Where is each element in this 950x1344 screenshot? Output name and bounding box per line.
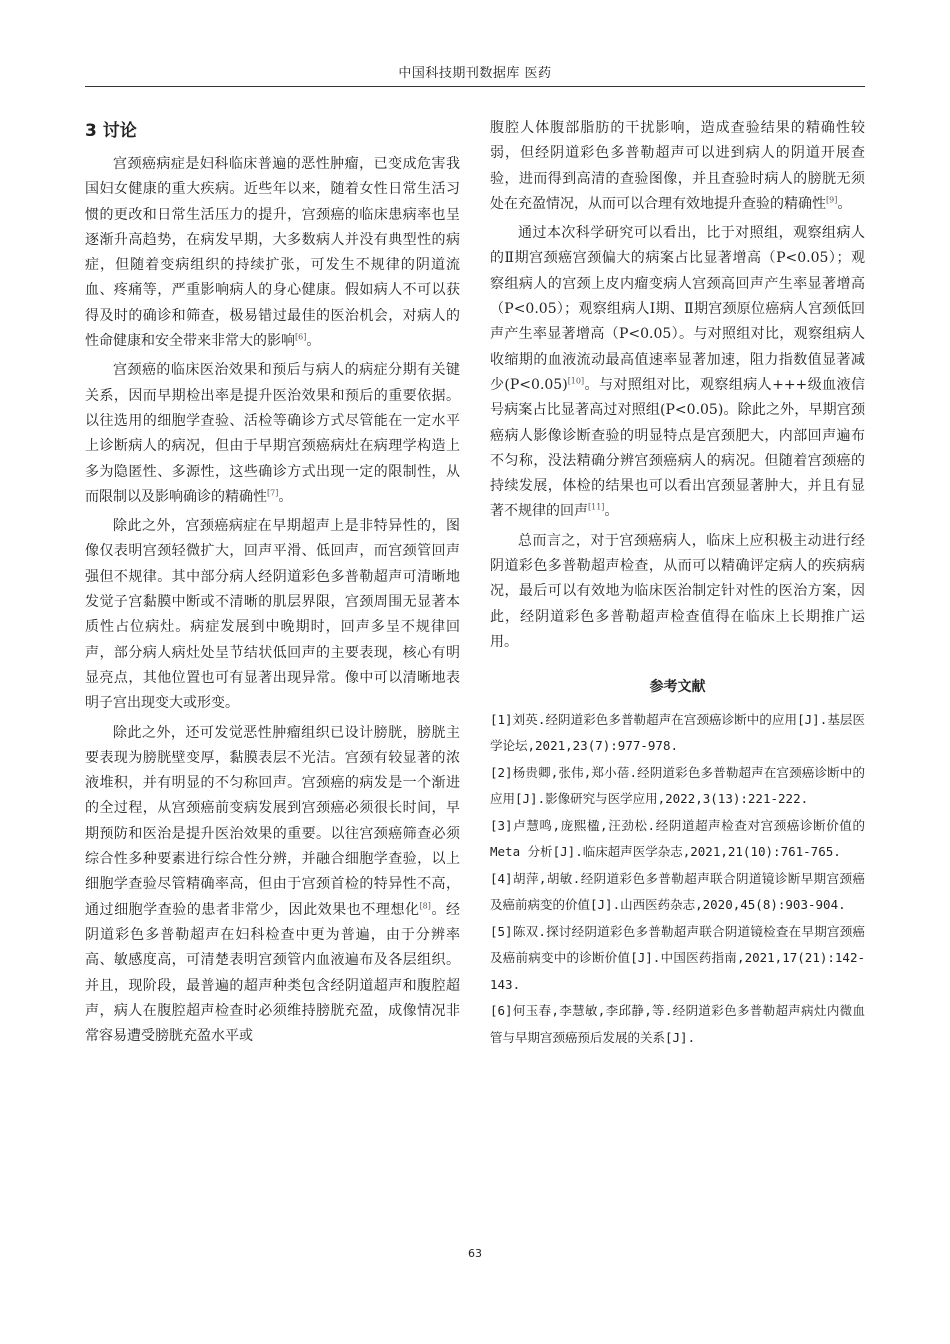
citation: [11] — [588, 502, 605, 512]
reference-item: [6]何玉春,李慧敏,李邱静,等.经阴道彩色多普勒超声病灶内微血管与早期宫颈癌预后发展的关系[J]. — [490, 1003, 865, 1045]
header-rule — [85, 86, 865, 87]
paragraph-continued: 腹腔人体腹部脂肪的干扰影响，造成查验结果的精确性较弱，但经阴道彩色多普勒超声可以进到病人的阴道开展查验，进而得到高清的查验图像，并且查验时病人的膀胱无须处在充盈情况，从而可以合理有效地提升查验的精确性[9]。 — [490, 120, 865, 212]
reference-item: [5]陈双.探讨经阴道彩色多普勒超声联合阴道镜检查在早期宫颈癌及癌前病变中的诊断价值[J].中国医药指南,2021,17(21):142-143. — [490, 923, 865, 992]
left-column — [85, 116, 460, 1053]
paragraph: 宫颈癌病症是妇科临床普遍的恶性肿瘤，已变成危害我国妇女健康的重大疾病。近些年以来，随着女性日常生活习惯的更改和日常生活压力的提升，宫颈癌的临床患病率也呈逐渐升高趋势，在病发早期，大多数病人并没有典型性的病症，但随着变病组织的持续扩张，可发生不规律的阴道流血、疼痛等，严重影响病人的身心健康。假如病人不可以获得及时的确诊和筛查，极易错过最佳的医治机会，对病人的性命健康和安全带来非常大的影响[6]。 — [85, 156, 460, 350]
paragraph: 除此之外，还可发觉恶性肿瘤组织已设计膀胱，膀胱主要表现为膀胱壁变厚，黏膜表层不光洁。宫颈有较显著的浓液堆积，并有明显的不匀称回声。宫颈癌的病发是一个渐进的全过程，从宫颈癌前变病发展到宫颈癌必须很长时间，早期预防和医治是提升医治效果的重要。以往宫颈癌筛查必须综合性多种要素进行综合性分辨，并融合细胞学查验，以上细胞学查验尽管精确率高，但由于宫颈首检的特异性不高，通过细胞学查验的患者非常少，因此效果也不理想化[8]。经阴道彩色多普勒超声在妇科检查中更为普遍，由于分辨率高、敏感度高，可清楚表明宫颈管内血液遍布及各层组织。并且，现阶段，最普遍的超声种类包含经阴道超声和腹腔超声，病人在腹腔超声检查时必须维持膀胱充盈，成像情况非常容易遭受膀胱充盈水平或 — [85, 724, 460, 1045]
paragraph: 总而言之，对于宫颈癌病人，临床上应积极主动进行经阴道彩色多普勒超声检查，从而可以精确评定病人的疾病病况，最后可以有效地为临床医治制定针对性的医治方案，因此，经阴道彩色多普勒超声检查值得在临床上长期推广运用。 — [490, 532, 865, 650]
running-header: 中国科技期刊数据库 医药 — [398, 66, 552, 81]
reference-item: [4]胡萍,胡敏.经阴道彩色多普勒超声联合阴道镜诊断早期宫颈癌及癌前病变的价值[J].山西医药杂志,2020,45(8):903-904. — [490, 870, 865, 913]
paragraph: 宫颈癌的临床医治效果和预后与病人的病症分期有关键关系，因而早期检出率是提升医治效果和预后的重要依据。以往选用的细胞学查验、活检等确诊方式尽管能在一定水平上诊断病人的病况，但由于早期宫颈癌病灶在病理学构造上多为隐匿性、多源性，这些确诊方式出现一定的限制性，从而限制以及影响确诊的精确性[7]。 — [85, 362, 460, 505]
section-heading: 3 讨论 — [85, 121, 137, 141]
reference-item: [1]刘英.经阴道彩色多普勒超声在宫颈癌诊断中的应用[J].基层医学论坛,2021,23(7):977-978. — [490, 711, 865, 754]
citation: [7] — [267, 488, 279, 498]
page-number: 63 — [468, 1247, 482, 1260]
citation: [9] — [826, 195, 838, 205]
citation: [10] — [567, 376, 585, 386]
paragraph: 除此之外，宫颈癌病症在早期超声上是非特异性的，图像仅表明宫颈轻微扩大，回声平滑、低回声，而宫颈管回声强但不规律。其中部分病人经阴道彩色多普勒超声可清晰地发觉子宫黏膜中断或不清晰的肌层界限，宫颈周围无显著本质性占位病灶。病症发展到中晚期时，回声多呈不规律回声，部分病人病灶处呈节结状低回声的主要表现，核心有明显亮点，其他位置也可有显著出现异常。像中可以清晰地表明子宫出现变大或形变。 — [85, 518, 460, 712]
right-column — [490, 116, 865, 1051]
reference-item: [2]杨贵卿,张伟,郑小蓓.经阴道彩色多普勒超声在宫颈癌诊断中的应用[J].影像研究与医学应用,2022,3(13):221-222. — [490, 764, 865, 807]
reference-item: [3]卢慧鸣,庞熙楹,汪劲松.经阴道超声检查对宫颈癌诊断价值的 Meta 分析[J].临床超声医学杂志,2021,21(10):761-765. — [490, 817, 865, 860]
references-title: 参考文献 — [649, 679, 706, 696]
paragraph: 通过本次科学研究可以看出，比于对照组，观察组病人的Ⅱ期宫颈癌宫颈偏大的病案占比显著增高（P<0.05）；观察组病人的宫颈上皮内瘤变病人宫颈高回声产生率显著增高（P<0.05）；观察组病人Ⅰ期、Ⅱ期宫颈原位癌病人宫颈低回声产生率显著增高（P<0.05）。与对照组对比，观察组病人收缩期的血液流动最高值速率显著加速，阻力指数值显著减少(P<0.05)[10]。与对照组对比，观察组病人+++级血液信号病案占比显著高过对照组(P<0.05)。除此之外，早期宫颈癌病人影像诊断查验的明显特点是宫颈肥大，内部回声遍布不匀称，没法精确分辨宫颈癌病人的病况。但随着宫颈癌的持续发展，体检的结果也可以看出宫颈显著肿大，并且有显著不规律的回声[11]。 — [490, 225, 865, 520]
citation: [6] — [295, 332, 307, 342]
citation: [8] — [419, 900, 431, 910]
